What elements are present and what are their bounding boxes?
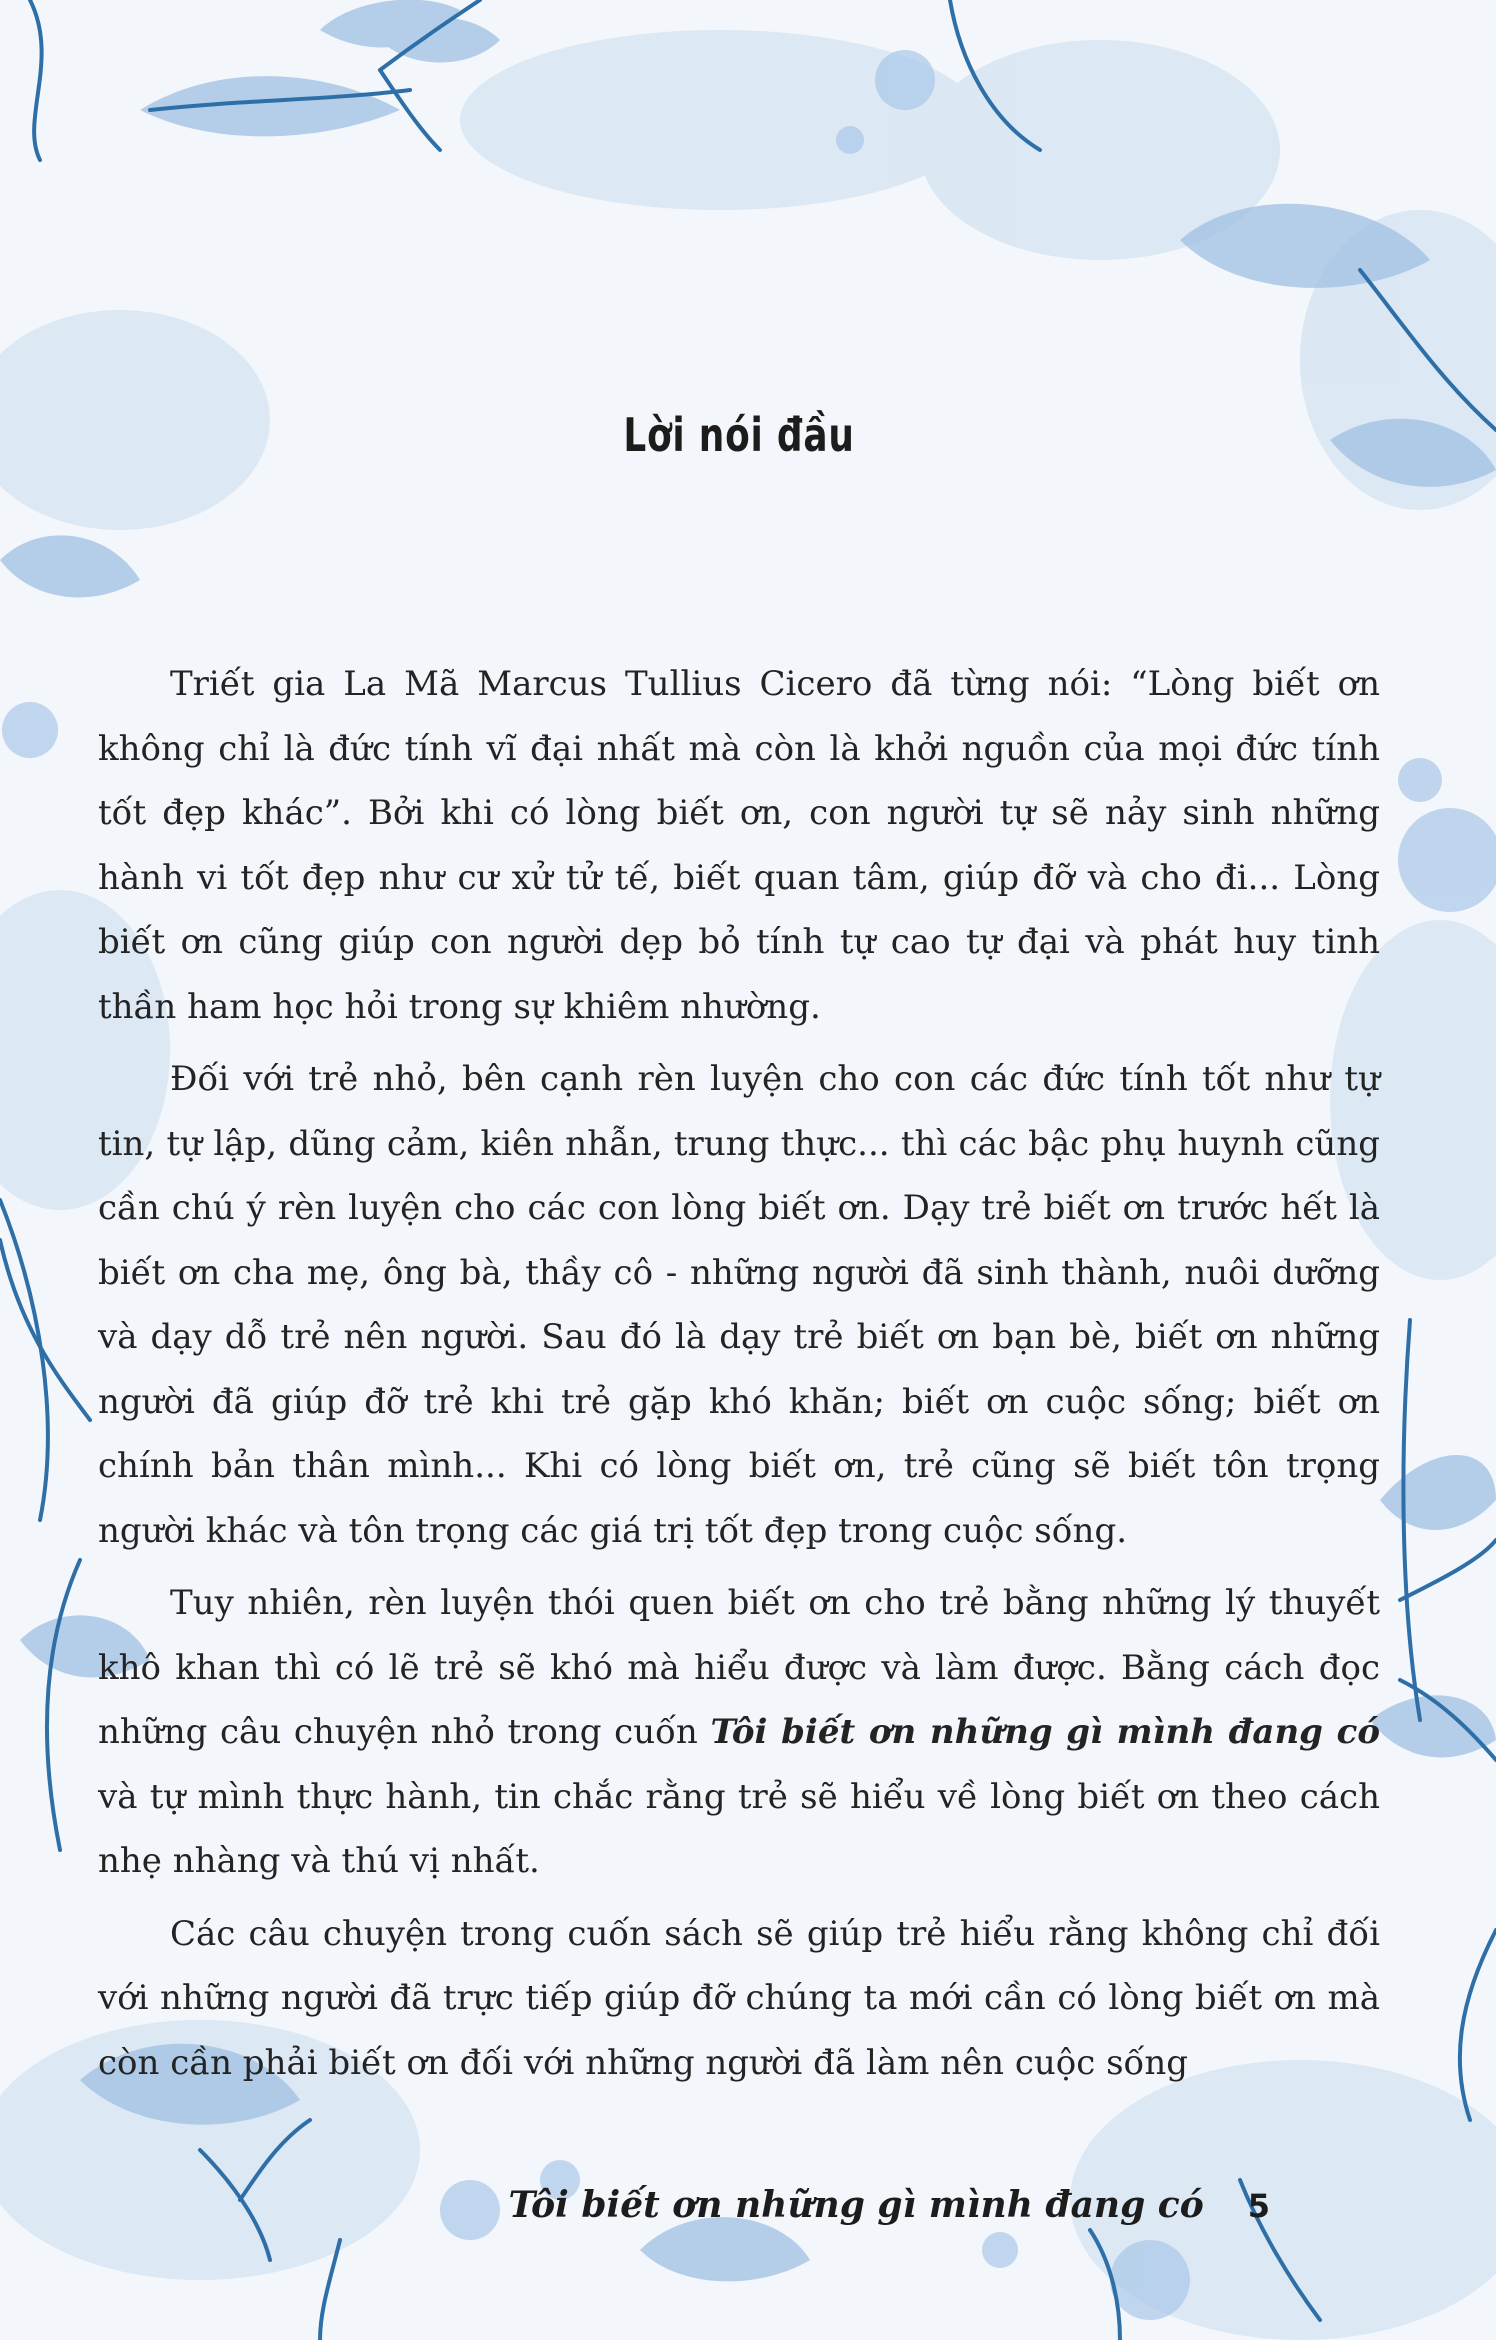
paragraph-2 — [98, 1047, 1380, 1563]
paragraph-text: và tự mình thực hành, tin chắc rằng trẻ sẽ hiểu về lòng biết ơn theo cách nhẹ nhàng và thú vị nhất. — [98, 1776, 1380, 1881]
paragraph-text: Triết gia La Mã Marcus Tullius Cicero đã từng nói: “Lòng biết ơn không chỉ là đức tính vĩ đại nhất mà còn là khởi nguồn của mọi đức tính tốt đẹp khác”. Bởi khi có lòng biết ơn, con người tự sẽ nảy sinh những hành vi tốt đẹp như cư xử tử tế, biết quan tâm, giúp đỡ và cho đi... Lòng biết ơn cũng giúp con người dẹp bỏ tính tự cao tự đại và phát huy tinh thần ham học hỏi trong sự khiêm nhường. — [98, 664, 1380, 1027]
book-title-italic: Tôi biết ơn những gì mình đang có — [710, 1712, 1380, 1752]
paragraph-4 — [98, 1902, 1380, 2096]
paragraph-1 — [98, 652, 1380, 1039]
page-footer — [508, 2184, 1270, 2226]
page-number: 5 — [1247, 2187, 1270, 2225]
paragraph-text: Đối với trẻ nhỏ, bên cạnh rèn luyện cho con các đức tính tốt như tự tin, tự lập, dũng cảm, kiên nhẫn, trung thực... thì các bậc phụ huynh cũng cần chú ý rèn luyện cho các con lòng biết ơn. Dạy trẻ biết ơn trước hết là biết ơn cha mẹ, ông bà, thầy cô - những người đã sinh thành, nuôi dưỡng và dạy dỗ trẻ nên người. Sau đó là dạy trẻ biết ơn bạn bè, biết ơn những người đã giúp đỡ trẻ khi trẻ gặp khó khăn; biết ơn cuộc sống; biết ơn chính bản thân mình... Khi có lòng biết ơn, trẻ cũng sẽ biết tôn trọng người khác và tôn trọng các giá trị tốt đẹp trong cuộc sống. — [98, 1059, 1380, 1551]
paragraph-3 — [98, 1571, 1380, 1894]
body-text — [98, 652, 1380, 2103]
page-title: Lời nói đầu — [623, 408, 855, 462]
running-footer-title: Tôi biết ơn những gì mình đang có — [508, 2184, 1204, 2226]
paragraph-text: Tuy nhiên, rèn luyện thói quen biết ơn cho trẻ bằng những lý thuyết khô khan thì có lẽ trẻ sẽ khó mà hiểu được và làm được. Bằng cách đọc những câu chuyện nhỏ trong cuốn — [98, 1583, 1380, 1752]
page-content — [98, 0, 1380, 2340]
paragraph-text: Các câu chuyện trong cuốn sách sẽ giúp trẻ hiểu rằng không chỉ đối với những người đã trực tiếp giúp đỡ chúng ta mới cần có lòng biết ơn mà còn cần phải biết ơn đối với những người đã làm nên cuộc sống — [98, 1913, 1380, 2083]
